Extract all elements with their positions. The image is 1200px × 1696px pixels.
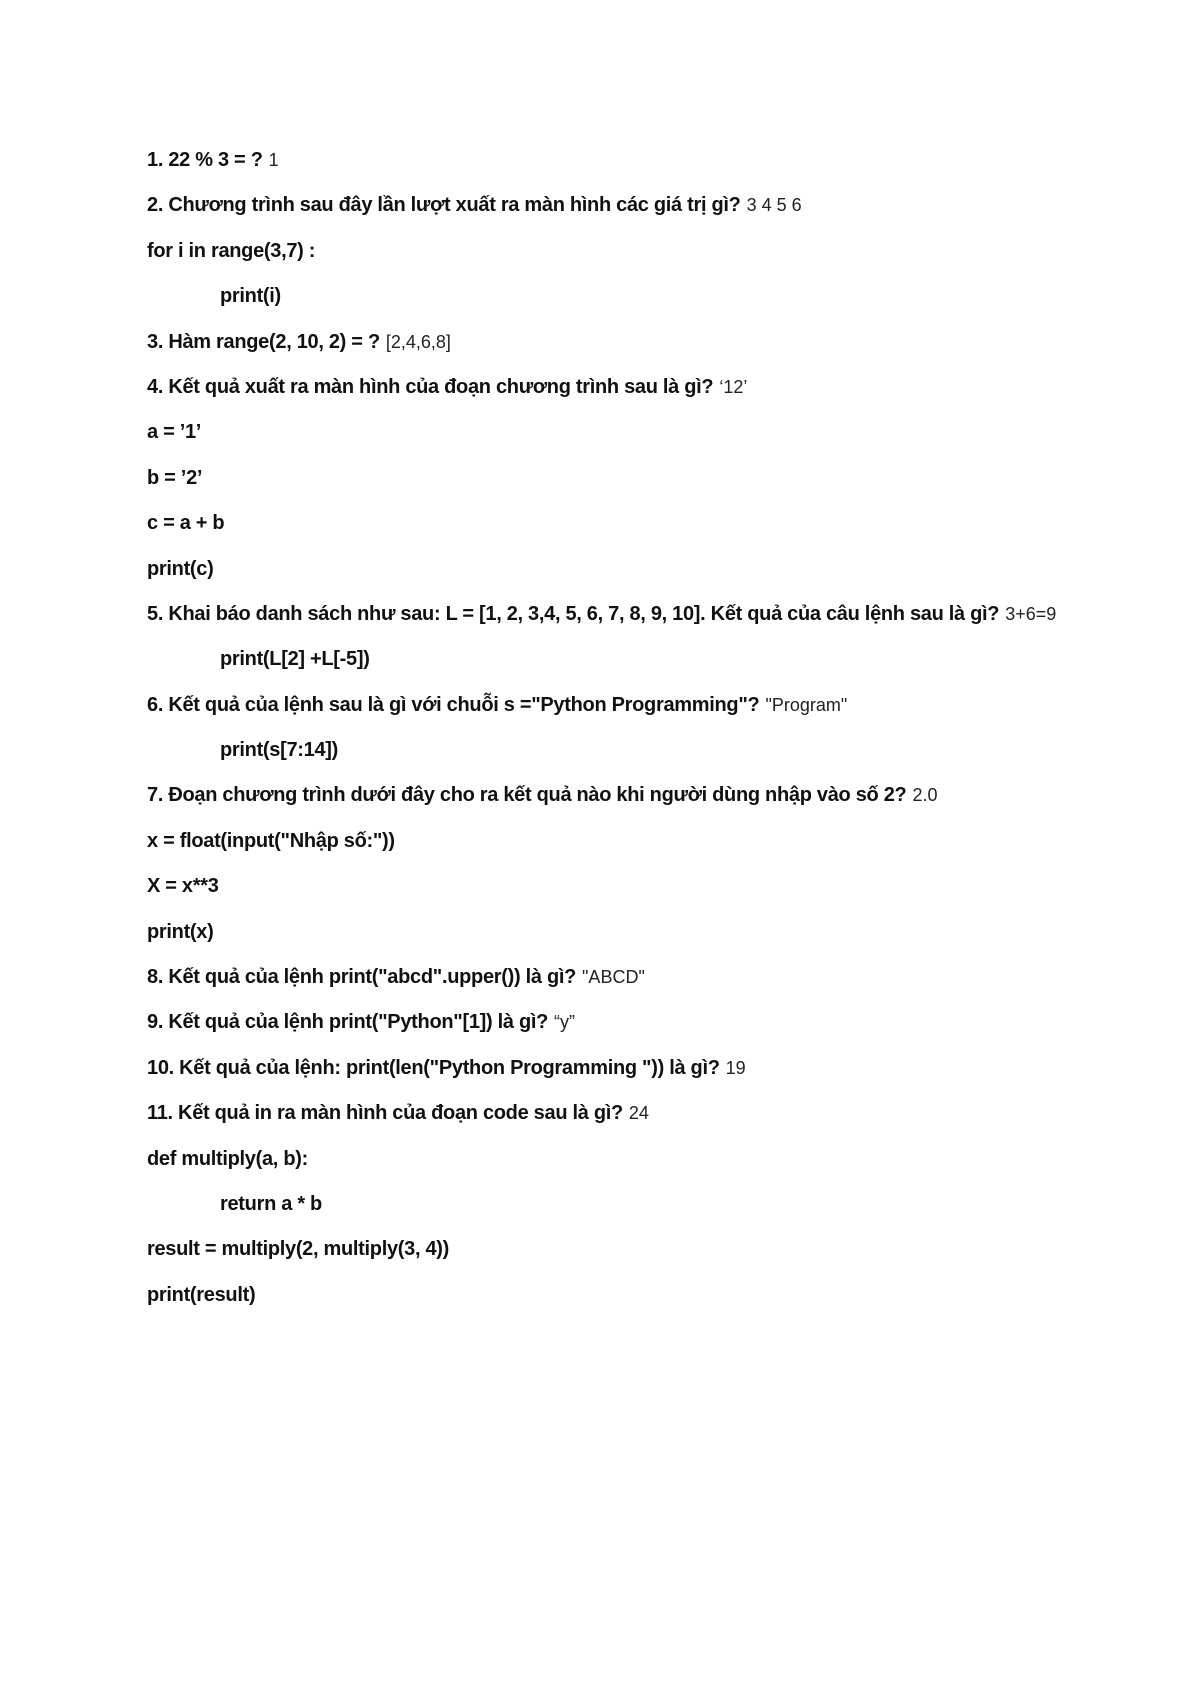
answer-text: 24	[628, 1103, 649, 1124]
question-text: 11. Kết quả in ra màn hình của đoạn code sau là gì?	[147, 1102, 623, 1125]
document-line	[147, 864, 1107, 909]
question-text: result = multiply(2, multiply(3, 4))	[147, 1238, 450, 1261]
document-line	[147, 1182, 1107, 1227]
document-line	[147, 501, 1107, 546]
question-text: 3. Hàm range(2, 10, 2) = ?	[147, 330, 380, 353]
answer-text: "Program"	[765, 694, 848, 715]
document-line	[147, 1227, 1107, 1272]
document-line	[147, 229, 1107, 274]
document-line	[147, 138, 1107, 183]
document-line	[147, 320, 1107, 365]
document-line	[147, 773, 1107, 818]
document-line	[147, 1137, 1107, 1182]
answer-text: 1	[268, 150, 279, 170]
document-line	[147, 274, 1107, 319]
answer-text: "ABCD"	[582, 967, 645, 988]
document-line	[147, 955, 1107, 1000]
question-text: 8. Kết quả của lệnh print("abcd".upper()) là gì?	[147, 966, 577, 989]
question-text: 4. Kết quả xuất ra màn hình của đoạn chương trình sau là gì?	[147, 375, 714, 398]
document-line	[147, 547, 1107, 592]
answer-text: 3 4 5 6	[746, 195, 802, 216]
document-line	[147, 819, 1107, 864]
answer-text: ‘12’	[719, 376, 748, 397]
document-line	[147, 637, 1107, 682]
question-text: print(c)	[147, 557, 214, 580]
question-text: 7. Đoạn chương trình dưới đây cho ra kết quả nào khi người dùng nhập vào số 2?	[147, 784, 907, 807]
question-text: X = x**3	[147, 875, 219, 898]
question-text: print(result)	[147, 1283, 256, 1306]
answer-text: “y”	[554, 1012, 576, 1033]
question-text: 6. Kết quả của lệnh sau là gì với chuỗi s ="Python Programming"?	[147, 693, 760, 716]
question-text: 1. 22 % 3 = ?	[147, 149, 263, 171]
question-text: b = ’2’	[147, 466, 203, 489]
document-line	[147, 910, 1107, 955]
document-line	[147, 592, 1107, 637]
answer-text: 3+6=9	[1005, 603, 1057, 624]
document-line	[147, 728, 1107, 773]
answer-text: 19	[725, 1057, 746, 1078]
document-line	[147, 1273, 1107, 1318]
question-text: a = ’1’	[147, 421, 202, 444]
document-body	[147, 138, 1107, 1318]
question-text: x = float(input("Nhập số:"))	[147, 829, 395, 852]
question-text: print(s[7:14])	[220, 739, 339, 762]
question-text: 9. Kết quả của lệnh print("Python"[1]) là gì?	[147, 1011, 549, 1034]
document-line	[147, 1046, 1107, 1091]
question-text: print(L[2] +L[-5])	[220, 648, 370, 671]
question-text: print(i)	[220, 285, 281, 308]
document-line	[147, 1000, 1107, 1045]
document-line	[147, 365, 1107, 410]
document-line	[147, 410, 1107, 455]
answer-text: [2,4,6,8]	[385, 331, 451, 352]
question-text: print(x)	[147, 920, 214, 943]
document-line	[147, 456, 1107, 501]
question-text: c = a + b	[147, 512, 225, 535]
question-text: 10. Kết quả của lệnh: print(len("Python Programming ")) là gì?	[147, 1056, 720, 1079]
question-text: for i in range(3,7) :	[147, 239, 316, 262]
document-line	[147, 683, 1107, 728]
answer-text: 2.0	[912, 785, 938, 806]
question-text: 5. Khai báo danh sách như sau: L = [1, 2, 3,4, 5, 6, 7, 8, 9, 10]. Kết quả của câu lệnh sau là gì?	[147, 602, 1000, 625]
question-text: def multiply(a, b):	[147, 1147, 308, 1170]
document-line	[147, 183, 1107, 228]
document-line	[147, 1091, 1107, 1136]
question-text: return a * b	[220, 1192, 322, 1215]
question-text: 2. Chương trình sau đây lần lượt xuất ra màn hình các giá trị gì?	[147, 194, 741, 217]
